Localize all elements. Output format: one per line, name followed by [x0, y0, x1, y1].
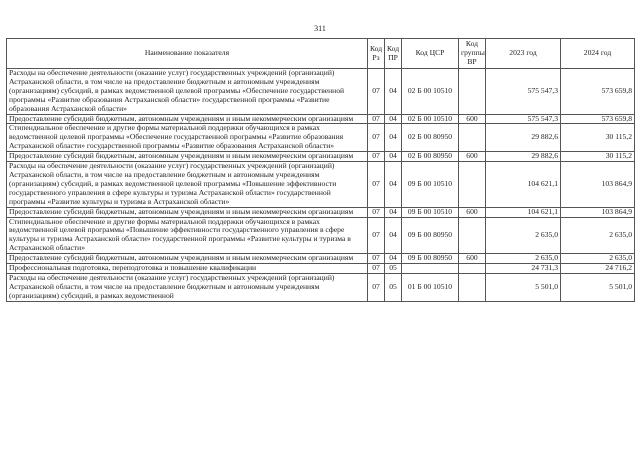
row-rz: 07: [368, 114, 385, 124]
row-vr: [459, 217, 486, 254]
row-vr: [459, 124, 486, 152]
row-2024: 5 501,0: [561, 273, 635, 301]
header-vr: Код группы ВР: [459, 39, 486, 69]
header-2024: 2024 год: [561, 39, 635, 69]
row-2024: 30 115,2: [561, 124, 635, 152]
row-vr: [459, 264, 486, 274]
row-csr: 09 Б 00 10510: [402, 162, 459, 208]
row-name: Стипендиальное обеспечение и другие формы материальной поддержки обучающихся в рамках ведомственной целевой программы «Обеспечение государственной программы «Развитие образования Астраханской области» государственной программы «Развитие образования Астраханской области»: [7, 124, 368, 152]
table-row: [7, 162, 635, 208]
table-row: [7, 273, 635, 301]
row-2023: 24 731,3: [486, 264, 561, 274]
row-rz: 07: [368, 152, 385, 162]
table-row: [7, 254, 635, 264]
row-2023: 104 621,1: [486, 162, 561, 208]
row-csr: 09 Б 00 10510: [402, 207, 459, 217]
row-2023: 29 882,6: [486, 124, 561, 152]
row-vr: 600: [459, 254, 486, 264]
row-2024: 573 659,8: [561, 69, 635, 115]
page-number: 311: [314, 24, 326, 33]
row-rz: 07: [368, 124, 385, 152]
row-name: Расходы на обеспечение деятельности (оказание услуг) государственных учреждений (организаций) Астраханской области, в том числе на предоставление бюджетным и автономным учреждениям (организациям) субсидий, в рамках ведомственной целевой программы «Повышение эффективности государственного управления в сфере культуры и туризма Астраханской области» государственной программы «Развитие культуры и туризма в Астраханской области»: [7, 162, 368, 208]
row-name: Предоставление субсидий бюджетным, автономным учреждениям и иным некоммерческим организациям: [7, 207, 368, 217]
row-csr: 09 Б 00 80950: [402, 217, 459, 254]
row-2023: 2 635,0: [486, 254, 561, 264]
row-rz: 07: [368, 273, 385, 301]
row-csr: 02 Б 00 80950: [402, 152, 459, 162]
row-2023: 5 501,0: [486, 273, 561, 301]
row-pr: 04: [385, 162, 402, 208]
row-2024: 573 659,8: [561, 114, 635, 124]
row-csr: [402, 264, 459, 274]
table-row: [7, 152, 635, 162]
budget-table: [6, 38, 635, 302]
row-rz: 07: [368, 69, 385, 115]
table-row: [7, 69, 635, 115]
header-csr: Код ЦСР: [402, 39, 459, 69]
row-vr: 600: [459, 207, 486, 217]
row-name: Предоставление субсидий бюджетным, автономным учреждениям и иным некоммерческим организациям: [7, 254, 368, 264]
row-name: Расходы на обеспечение деятельности (оказание услуг) государственных учреждений (организаций) Астраханской области, в том числе на предоставление бюджетным и автономным учреждениям (организациям) субсидий, в рамках ведомственной целевой программы «Обеспечение государственной программы «Развитие образования Астраханской области» государственной программы «Развитие образования Астраханской области»: [7, 69, 368, 115]
row-name: Стипендиальное обеспечение и другие формы материальной поддержки обучающихся в рамках ведомственной целевой программы «Повышение эффективности государственного управления в сфере культуры и туризма Астраханской области» государственной программы «Развитие культуры и туризма в Астраханской области»: [7, 217, 368, 254]
table-row: [7, 124, 635, 152]
row-csr: 02 Б 00 10510: [402, 114, 459, 124]
row-2024: 103 864,9: [561, 207, 635, 217]
row-pr: 04: [385, 207, 402, 217]
row-rz: 07: [368, 254, 385, 264]
row-pr: 04: [385, 254, 402, 264]
row-pr: 05: [385, 273, 402, 301]
header-2023: 2023 год: [486, 39, 561, 69]
row-rz: 07: [368, 162, 385, 208]
row-name: Расходы на обеспечение деятельности (оказание услуг) государственных учреждений (организаций) Астраханской области, в том числе на предоставление бюджетным и автономным учреждениям (организациям) субсидий, в рамках ведомственной: [7, 273, 368, 301]
row-2023: 575 547,3: [486, 69, 561, 115]
row-name: Профессиональная подготовка, переподготовка и повышение квалификации: [7, 264, 368, 274]
row-vr: 600: [459, 114, 486, 124]
row-vr: [459, 162, 486, 208]
table-row: [7, 207, 635, 217]
row-csr: 01 Б 00 10510: [402, 273, 459, 301]
row-name: Предоставление субсидий бюджетным, автономным учреждениям и иным некоммерческим организациям: [7, 152, 368, 162]
row-pr: 04: [385, 152, 402, 162]
row-vr: 600: [459, 152, 486, 162]
row-name: Предоставление субсидий бюджетным, автономным учреждениям и иным некоммерческим организациям: [7, 114, 368, 124]
table-header: [7, 39, 635, 69]
row-rz: 07: [368, 264, 385, 274]
header-name: Наименование показателя: [7, 39, 368, 69]
row-csr: 02 Б 00 80950: [402, 124, 459, 152]
row-2023: 29 882,6: [486, 152, 561, 162]
header-rz: Код Рз: [368, 39, 385, 69]
row-2024: 24 716,2: [561, 264, 635, 274]
row-csr: 09 Б 00 80950: [402, 254, 459, 264]
row-rz: 07: [368, 217, 385, 254]
header-pr: Код ПР: [385, 39, 402, 69]
row-2023: 2 635,0: [486, 217, 561, 254]
row-2023: 575 547,3: [486, 114, 561, 124]
table-row: [7, 264, 635, 274]
row-pr: 04: [385, 217, 402, 254]
table-row: [7, 217, 635, 254]
row-2024: 2 635,0: [561, 217, 635, 254]
table-body: [7, 69, 635, 302]
row-csr: 02 Б 00 10510: [402, 69, 459, 115]
row-2024: 103 864,9: [561, 162, 635, 208]
row-pr: 04: [385, 114, 402, 124]
row-vr: [459, 273, 486, 301]
row-2024: 2 635,0: [561, 254, 635, 264]
row-rz: 07: [368, 207, 385, 217]
row-pr: 05: [385, 264, 402, 274]
row-pr: 04: [385, 124, 402, 152]
table-row: [7, 114, 635, 124]
row-2024: 30 115,2: [561, 152, 635, 162]
row-pr: 04: [385, 69, 402, 115]
row-vr: [459, 69, 486, 115]
row-2023: 104 621,1: [486, 207, 561, 217]
